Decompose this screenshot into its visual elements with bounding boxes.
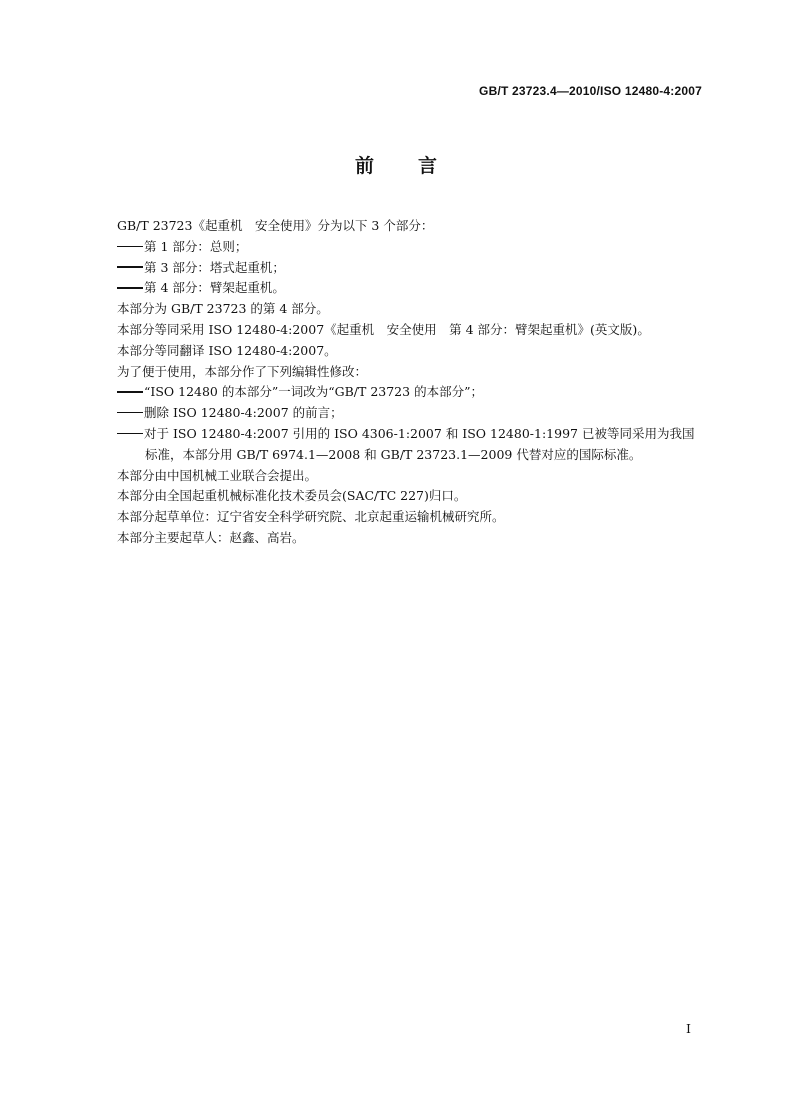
paragraph-drafters: 本部分主要起草人：赵鑫、高岩。 (117, 529, 305, 545)
paragraph-edits-intro: 为了便于使用，本部分作了下列编辑性修改： (117, 363, 368, 379)
list-item-edit-3-continuation: 标准，本部分用 GB/T 6974.1—2008 和 GB/T 23723.1—2009 代替对应的国际标准。 (145, 446, 642, 462)
list-item-text: 第 3 部分：塔式起重机； (144, 259, 285, 275)
paragraph-drafting-units: 本部分起草单位：辽宁省安全科学研究院、北京起重运输机械研究所。 (117, 509, 505, 525)
paragraph-proposer: 本部分由中国机械工业联合会提出。 (117, 467, 318, 483)
list-item-text: 第 4 部分：臂架起重机。 (144, 280, 285, 296)
list-item-text: “ISO 12480 的本部分”一词改为“GB/T 23723 的本部分”； (144, 384, 483, 400)
paragraph-committee: 本部分由全国起重机械标准化技术委员会(SAC/TC 227)归口。 (117, 488, 467, 504)
title-char-2: 言 (418, 155, 438, 177)
paragraph-translation: 本部分等同翻译 ISO 12480-4:2007。 (117, 342, 337, 358)
list-item-text: 删除 ISO 12480-4:2007 的前言； (144, 405, 343, 421)
list-item-edit-3 (117, 424, 707, 445)
page-number: I (686, 1021, 691, 1036)
standard-number-header: GB/T 23723.4—2010/ISO 12480-4:2007 (479, 84, 702, 98)
list-item-edit-2 (117, 403, 707, 424)
title-char-1: 前 (354, 155, 374, 177)
list-item-part4 (117, 278, 707, 299)
paragraph-parts-intro: GB/T 23723《起重机 安全使用》分为以下 3 个部分： (117, 218, 434, 233)
dash-mark (117, 433, 143, 435)
list-item-text: 第 1 部分：总则； (144, 238, 248, 254)
page-title (0, 151, 792, 178)
foreword-body (117, 216, 707, 549)
paragraph-part-statement: 本部分为 GB/T 23723 的第 4 部分。 (117, 301, 329, 317)
dash-mark (117, 391, 143, 393)
dash-mark (117, 266, 143, 268)
list-item-text: 对于 ISO 12480-4:2007 引用的 ISO 4306-1:2007 和 ISO 12480-1:1997 已被等同采用为我国 (144, 425, 695, 441)
list-item-part3 (117, 258, 707, 279)
dash-mark (117, 412, 143, 414)
paragraph-adoption: 本部分等同采用 ISO 12480-4:2007《起重机 安全使用 第 4 部分：臂架起重机》(英文版)。 (117, 321, 650, 337)
list-item-part1 (117, 237, 707, 258)
dash-mark (117, 287, 143, 289)
list-item-edit-1 (117, 382, 707, 403)
dash-mark (117, 246, 143, 248)
